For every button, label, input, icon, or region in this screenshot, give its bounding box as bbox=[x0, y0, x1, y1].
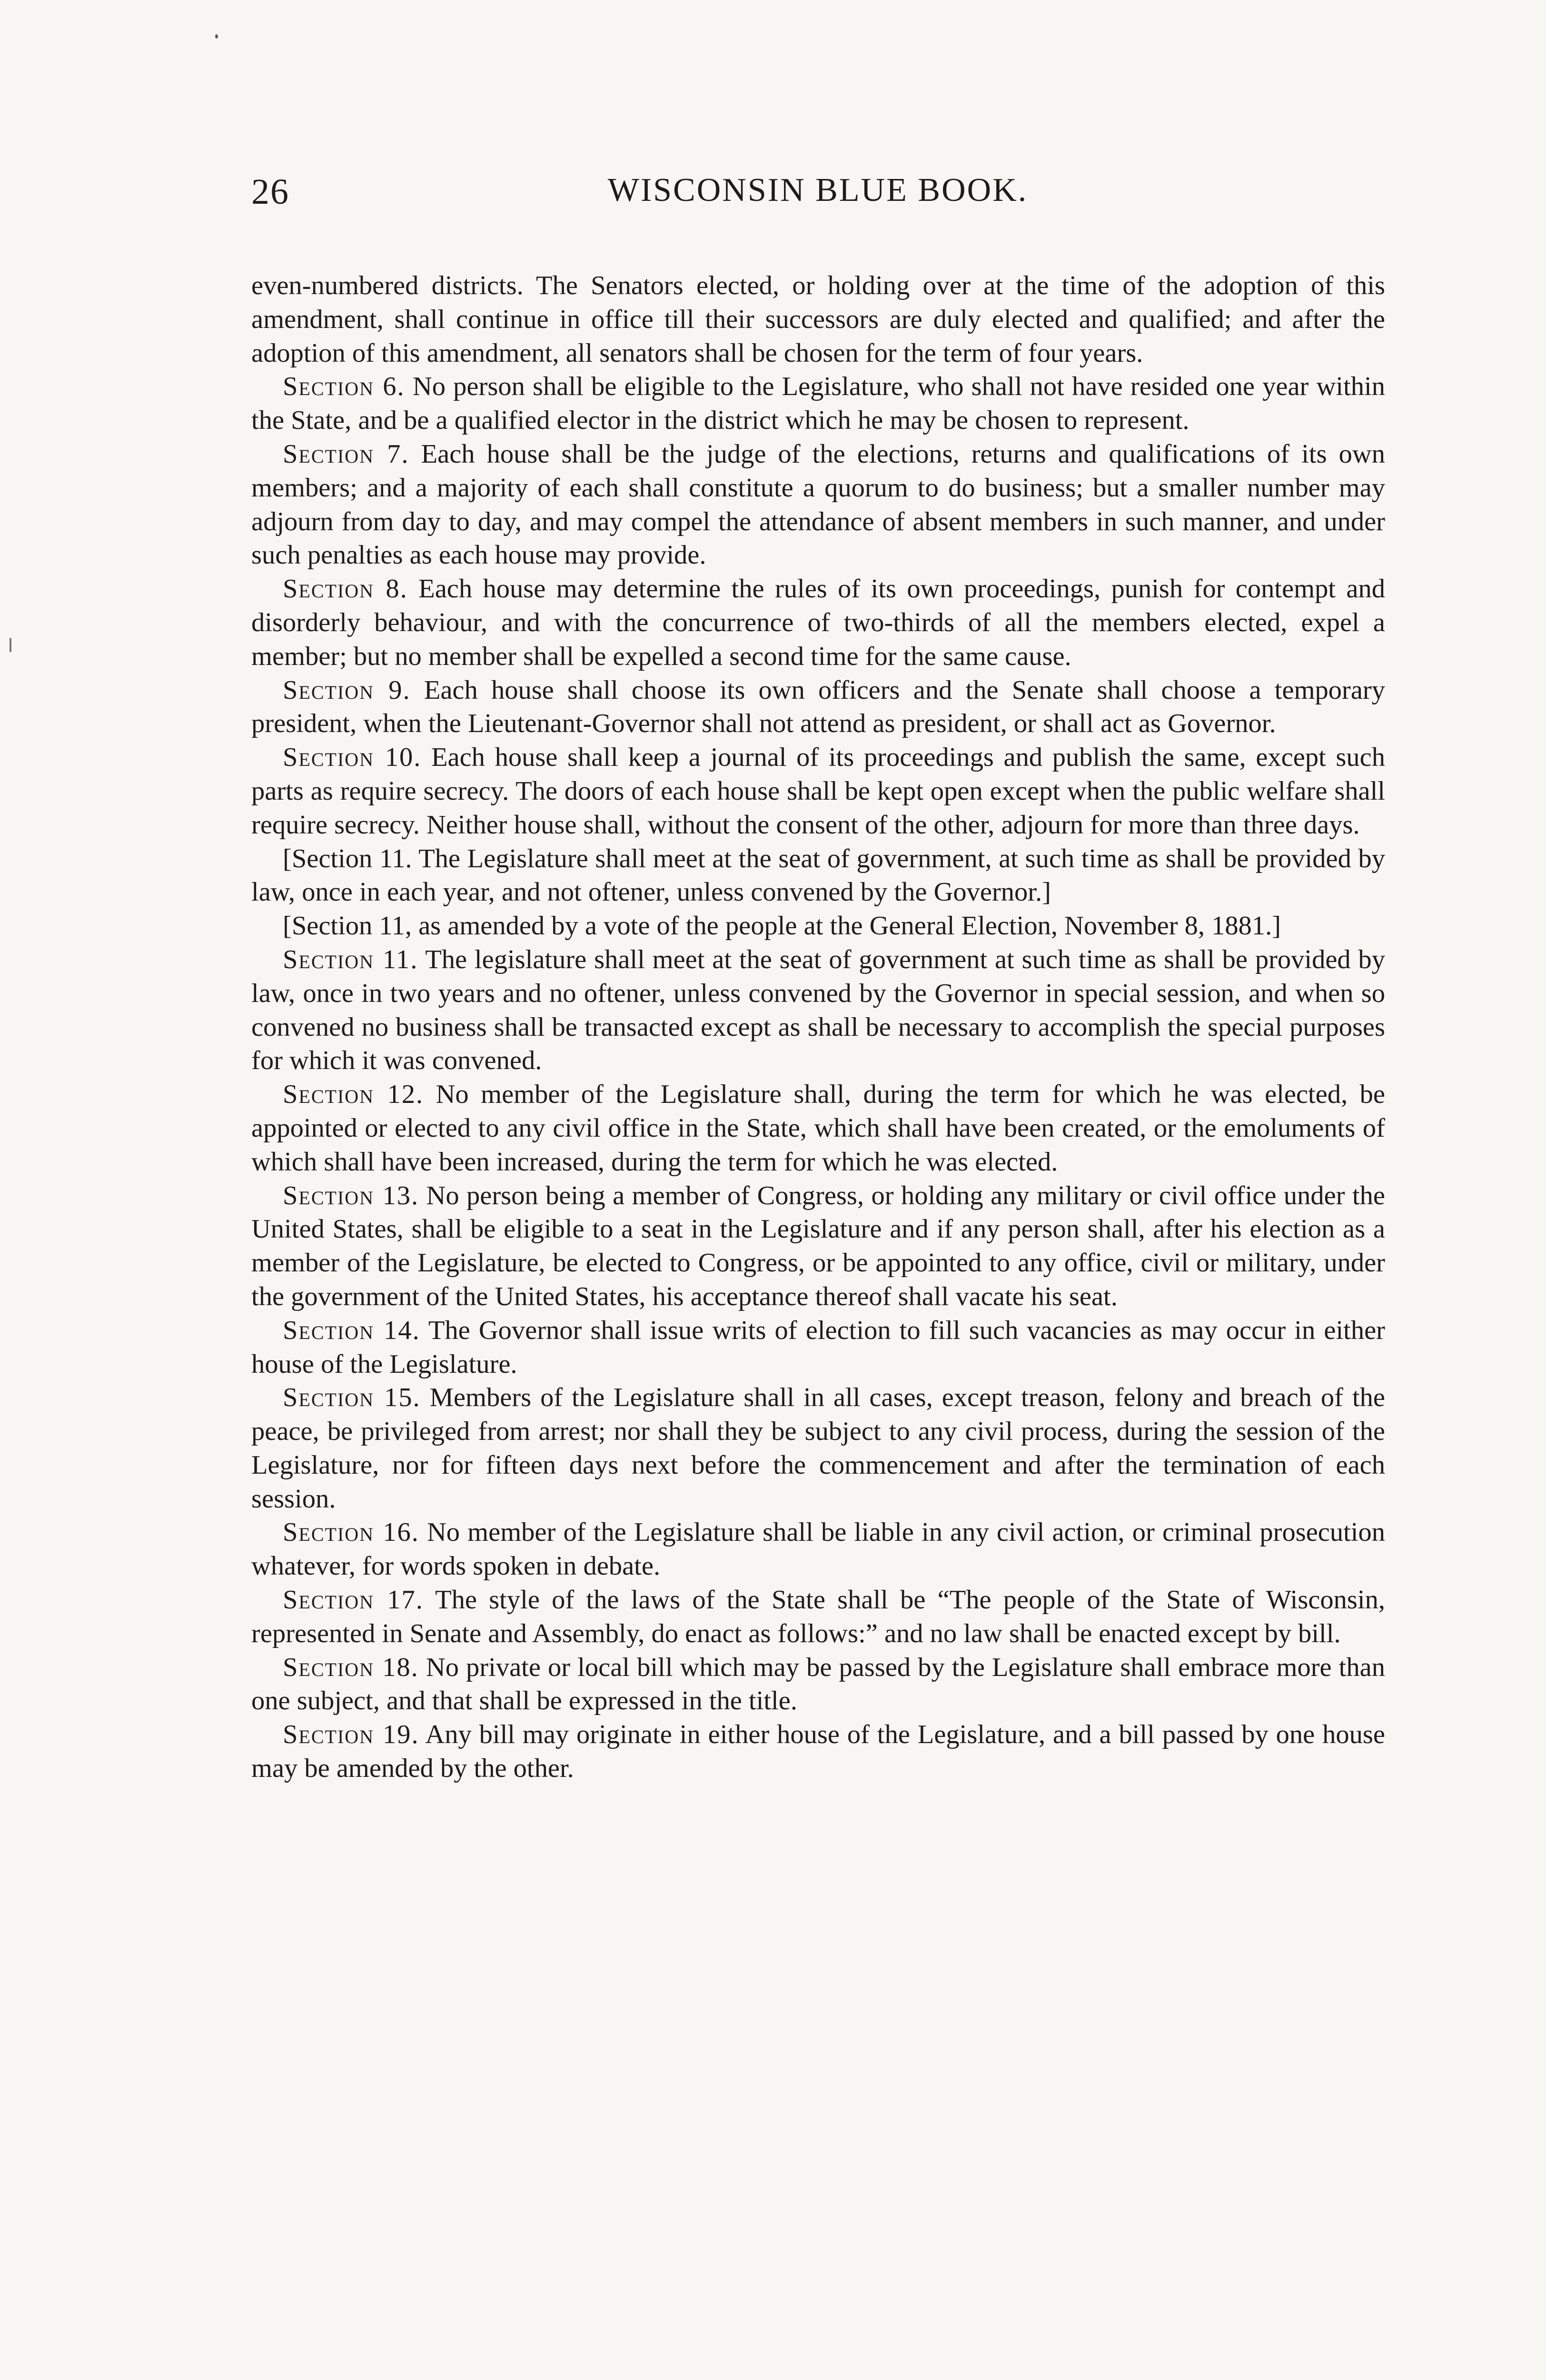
note-text: [Section 11. The Legislature shall meet at the seat of government, at such time as shall be provided by law, once in each year, and not oftener, unless convened by the Governor.] bbox=[251, 843, 1385, 907]
section-label: Section 14. bbox=[283, 1315, 420, 1345]
section-label: Section 19. bbox=[283, 1720, 419, 1750]
section-label: Section 6. bbox=[283, 372, 405, 402]
bracketed-note bbox=[251, 842, 1385, 910]
section-label: Section 17. bbox=[283, 1585, 424, 1615]
section-text: Any bill may originate in either house of the Legislature, and a bill passed by one house may be amended by the other. bbox=[251, 1720, 1385, 1784]
section-label: Section 7. bbox=[283, 439, 409, 469]
section-paragraph bbox=[251, 1651, 1385, 1718]
section-text: Members of the Legislature shall in all cases, except treason, felony and breach of the peace, be privileged from arrest; nor shall they be subject to any civil process, during the session of the Legislature, nor for fifteen days next before the commencement and after the termination of each session. bbox=[251, 1383, 1385, 1514]
section-paragraph bbox=[251, 741, 1385, 842]
section-paragraph bbox=[251, 943, 1385, 1078]
note-text: [Section 11, as amended by a vote of the people at the General Election, November 8, 1881.] bbox=[283, 911, 1281, 941]
scan-speck bbox=[215, 34, 218, 39]
section-label: Section 18. bbox=[283, 1652, 419, 1682]
running-title: WISCONSIN BLUE BOOK. bbox=[607, 172, 1028, 208]
section-label: Section 10. bbox=[283, 743, 422, 773]
body-text bbox=[251, 269, 1385, 1785]
section-label: Section 11. bbox=[283, 944, 418, 974]
section-paragraph bbox=[251, 1179, 1385, 1314]
section-paragraph bbox=[251, 572, 1385, 673]
section-text: Each house shall be the judge of the elections, returns and qualifications of its own members; and a majority of each shall constitute a quorum to do business; but a smaller number may adjourn from day to day, and may compel the attendance of absent members in such manner, and under such penalties as each house may provide. bbox=[251, 439, 1385, 570]
section-paragraph bbox=[251, 370, 1385, 437]
section-label: Section 12. bbox=[283, 1080, 424, 1110]
section-text: The legislature shall meet at the seat of government at such time as shall be provided by law, once in two years and no oftener, unless convened by the Governor in special session, and when so convened no business shall be transacted except as shall be necessary to accomplish the special purposes for which it was convened. bbox=[251, 944, 1385, 1076]
section-text: Each house shall keep a journal of its proceedings and publish the same, except such parts as require secrecy. The doors of each house shall be kept open except when the public welfare shall require secrecy. Neither house shall, without the consent of the other, adjourn for more than three days. bbox=[251, 743, 1385, 840]
section-text: No person shall be eligible to the Legislature, who shall not have resided one year within the State, and be a qualified elector in the district which he may be chosen to represent. bbox=[251, 372, 1385, 436]
bracketed-note bbox=[251, 909, 1385, 943]
section-text: The Governor shall issue writs of election to fill such vacancies as may occur in either house of the Legislature. bbox=[251, 1315, 1385, 1379]
section-paragraph bbox=[251, 674, 1385, 741]
section-paragraph bbox=[251, 1314, 1385, 1381]
section-paragraph bbox=[251, 1078, 1385, 1179]
section-text: No member of the Legislature shall be liable in any civil action, or criminal prosecution whatever, for words spoken in debate. bbox=[251, 1517, 1385, 1581]
paragraph-text: even-numbered districts. The Senators elected, or holding over at the time of the adoption of this amendment, shall continue in office till their successors are duly elected and qualified; and after the adoption of this amendment, all senators shall be chosen for the term of four years. bbox=[251, 271, 1385, 368]
section-text: No person being a member of Congress, or holding any military or civil office under the United States, shall be eligible to a seat in the Legislature and if any person shall, after his election as a member of the Legislature, be elected to Congress, or be appointed to any office, civil or military, under the government of the United States, his acceptance thereof shall vacate his seat. bbox=[251, 1180, 1385, 1311]
section-text: Each house shall choose its own officers and the Senate shall choose a temporary president, when the Lieutenant-Governor shall not attend as president, or shall act as Governor. bbox=[251, 675, 1385, 739]
section-text: Each house may determine the rules of its own proceedings, punish for contempt and disorderly behaviour, and with the concurrence of two-thirds of all the members elected, expel a member; but no member shall be expelled a second time for the same cause. bbox=[251, 574, 1385, 671]
section-label: Section 8. bbox=[283, 574, 408, 604]
section-label: Section 15. bbox=[283, 1383, 421, 1413]
section-label: Section 9. bbox=[283, 675, 411, 705]
scan-speck bbox=[10, 638, 11, 652]
paragraph bbox=[251, 269, 1385, 370]
section-paragraph bbox=[251, 437, 1385, 572]
section-paragraph bbox=[251, 1516, 1385, 1583]
section-paragraph bbox=[251, 1718, 1385, 1785]
section-label: Section 16. bbox=[283, 1517, 419, 1547]
section-text: The style of the laws of the State shall be “The people of the State of Wisconsin, represented in Senate and Assembly, do enact as follows:” and no law shall be enacted except by bill. bbox=[251, 1585, 1385, 1648]
page-header bbox=[251, 171, 1384, 224]
section-paragraph bbox=[251, 1583, 1385, 1651]
section-label: Section 13. bbox=[283, 1180, 419, 1210]
section-paragraph bbox=[251, 1381, 1385, 1516]
page-number: 26 bbox=[251, 172, 289, 212]
section-text: No member of the Legislature shall, during the term for which he was elected, be appointed or elected to any civil office in the State, which shall have been created, or the emoluments of which shall have been increased, during the term for which he was elected. bbox=[251, 1080, 1385, 1177]
section-text: No private or local bill which may be passed by the Legislature shall embrace more than one subject, and that shall be expressed in the title. bbox=[251, 1652, 1385, 1716]
